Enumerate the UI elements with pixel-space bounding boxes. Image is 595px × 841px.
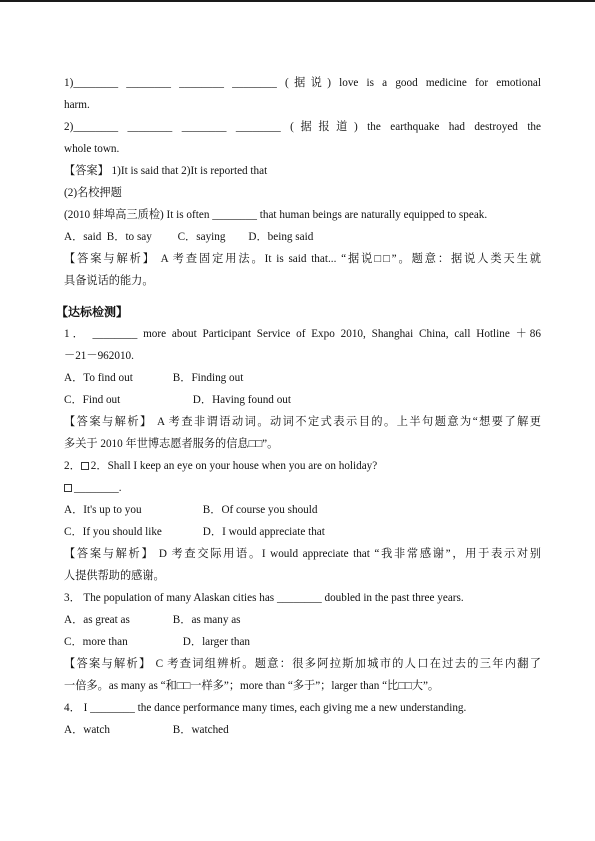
- options-row: [64, 719, 541, 741]
- answer-explanation: 【答案与解析】 A 考查非谓语动词。动词不定式表示目的。上半句题意为“想要了解更: [64, 416, 541, 428]
- option-b: B．to say: [106, 231, 152, 243]
- exercise-line: 1)________ ________ ________ ________ (据说) love is a good medicine for emotional: [64, 77, 541, 89]
- question-text: 2．Shall I keep an eye on your house when you are on holiday?: [90, 460, 378, 472]
- answer-explanation: 具备说话的能力。: [64, 275, 154, 287]
- exercise-line: 2)________ ________ ________ ________ (据报道) the earthquake had destroyed the: [64, 121, 541, 133]
- question-line: 3． The population of many Alaskan cities has ________ doubled in the past three years.: [64, 592, 464, 604]
- placeholder-box-icon: [81, 462, 89, 470]
- answer-explanation: 【答案与解析】 A 考查固定用法。It is said that... “据说□□”。题意：据说人类天生就: [64, 253, 541, 265]
- question-line: －21－962010.: [64, 350, 134, 362]
- answer-explanation: 人提供帮助的感谢。: [64, 570, 165, 582]
- top-border: [0, 0, 595, 2]
- question-line: 4． I ________ the dance performance many times, each giving me a new understanding.: [64, 702, 467, 714]
- option-b: B．as many as: [172, 614, 241, 626]
- question-line: (2010 蚌埠高三质检) It is often ________ that human beings are naturally equipped to speak.: [64, 209, 488, 221]
- option-a: A．said: [64, 231, 102, 243]
- placeholder-box-icon: [64, 484, 72, 492]
- options-row: [64, 499, 541, 521]
- answer-explanation: 【答案与解析】 C 考查词组辨析。题意：很多阿拉斯加城市的人口在过去的三年内翻了: [64, 658, 541, 670]
- section-heading: 【达标检测】: [56, 305, 129, 319]
- option-d: D．larger than: [182, 636, 251, 648]
- option-d: D．Having found out: [192, 394, 291, 406]
- options-row: [64, 521, 541, 543]
- option-d: D．I would appreciate that: [202, 526, 325, 538]
- options-row: [64, 367, 541, 389]
- options-row: [64, 609, 541, 631]
- option-b: B．Finding out: [172, 372, 244, 384]
- option-b: B．Of course you should: [202, 504, 318, 516]
- exercise-line: harm.: [64, 99, 90, 111]
- options-row: [64, 631, 541, 653]
- option-c: C．saying: [177, 231, 226, 243]
- answer-explanation: 一倍多。as many as “和□□一样多”；more than “多于”；larger than “比□□大”。: [64, 680, 440, 692]
- answer-line: 【答案】 1)It is said that 2)It is reported that: [64, 165, 268, 177]
- option-a: A．watch: [64, 724, 110, 736]
- subsection-title: (2)名校押题: [64, 187, 122, 199]
- document-page: [56, 72, 541, 741]
- question-line: 1． ________ more about Participant Service of Expo 2010, Shanghai China, call Hotline ＋86: [64, 328, 541, 340]
- question-line: [64, 477, 541, 499]
- option-c: C．If you should like: [64, 526, 162, 538]
- option-c: C．more than: [64, 636, 128, 648]
- option-c: C．Find out: [64, 394, 121, 406]
- answer-explanation: 【答案与解析】 D 考查交际用语。I would appreciate that “我非常感谢”，用于表示对别: [64, 548, 541, 560]
- option-a: A．as great as: [64, 614, 130, 626]
- question-blank: ________.: [74, 482, 122, 494]
- question-line: 2． 2．Shall I keep an eye on your house when you are on holiday?: [64, 460, 378, 472]
- option-b: B．watched: [172, 724, 229, 736]
- options-row: [64, 226, 541, 248]
- option-d: D．being said: [248, 231, 314, 243]
- answer-explanation: 多关于 2010 年世博志愿者服务的信息□□”。: [64, 438, 279, 450]
- option-a: A．It's up to you: [64, 504, 142, 516]
- options-row: [64, 389, 541, 411]
- exercise-line: whole town.: [64, 143, 120, 155]
- option-a: A．To find out: [64, 372, 133, 384]
